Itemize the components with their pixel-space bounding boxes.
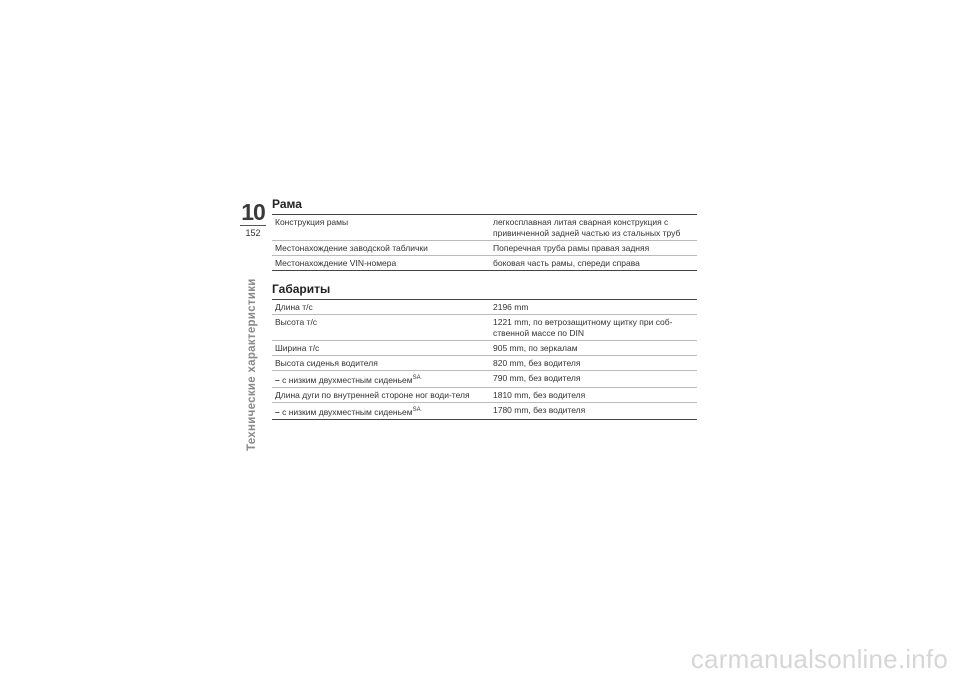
dash-bullet: – [275,407,280,417]
table-row [272,256,697,271]
row-label: Высота т/с [272,315,490,341]
table-row [272,300,697,315]
row-value: боковая часть рамы, спереди справа [490,256,697,271]
row-value: 790 mm, без водителя [490,371,697,388]
row-label: Длина т/с [272,300,490,315]
row-label: с низким двухместным сиденьем [282,375,413,385]
dimensions-table [272,299,697,420]
row-label: Местонахождение заводской таблички [272,241,490,256]
row-label-sub [272,403,490,420]
frame-table [272,214,697,271]
table-row [272,315,697,341]
table-row [272,356,697,371]
special-equipment-mark: SA [412,407,421,413]
table-row [272,388,697,403]
table-row [272,403,697,420]
row-value: легкосплавная литая сварная конструкция с привинченной задней частью из стальных труб [490,215,697,241]
row-label: Конструкция рамы [272,215,490,241]
dash-bullet: – [275,375,280,385]
row-value: 820 mm, без водителя [490,356,697,371]
table-row [272,215,697,241]
row-label-sub [272,371,490,388]
watermark: carmanualsonline.info [690,644,948,674]
chapter-number: 10 [241,199,265,225]
page-number: 152 [245,228,261,238]
row-value: 2196 mm [490,300,697,315]
chapter-divider [240,225,266,226]
row-value: 905 mm, по зеркалам [490,341,697,356]
row-value: 1780 mm, без водителя [490,403,697,420]
table-row [272,371,697,388]
special-equipment-mark: SA [412,375,421,381]
row-label: Высота сиденья водителя [272,356,490,371]
row-label: Длина дуги по внутренней стороне ног води-теля [272,388,490,403]
row-value: 1810 mm, без водителя [490,388,697,403]
row-value: 1221 mm, по ветрозащитному щитку при соб-ственной массе по DIN [490,315,697,341]
section-title-frame: Рама [272,197,302,211]
row-label: Местонахождение VIN-номера [272,256,490,271]
row-value: Поперечная труба рамы правая задняя [490,241,697,256]
chapter-title: Технические характеристики [246,278,258,451]
section-title-dimensions: Габариты [272,282,331,296]
table-row [272,341,697,356]
row-label: Ширина т/с [272,341,490,356]
table-row [272,241,697,256]
row-label: с низким двухместным сиденьем [282,407,413,417]
